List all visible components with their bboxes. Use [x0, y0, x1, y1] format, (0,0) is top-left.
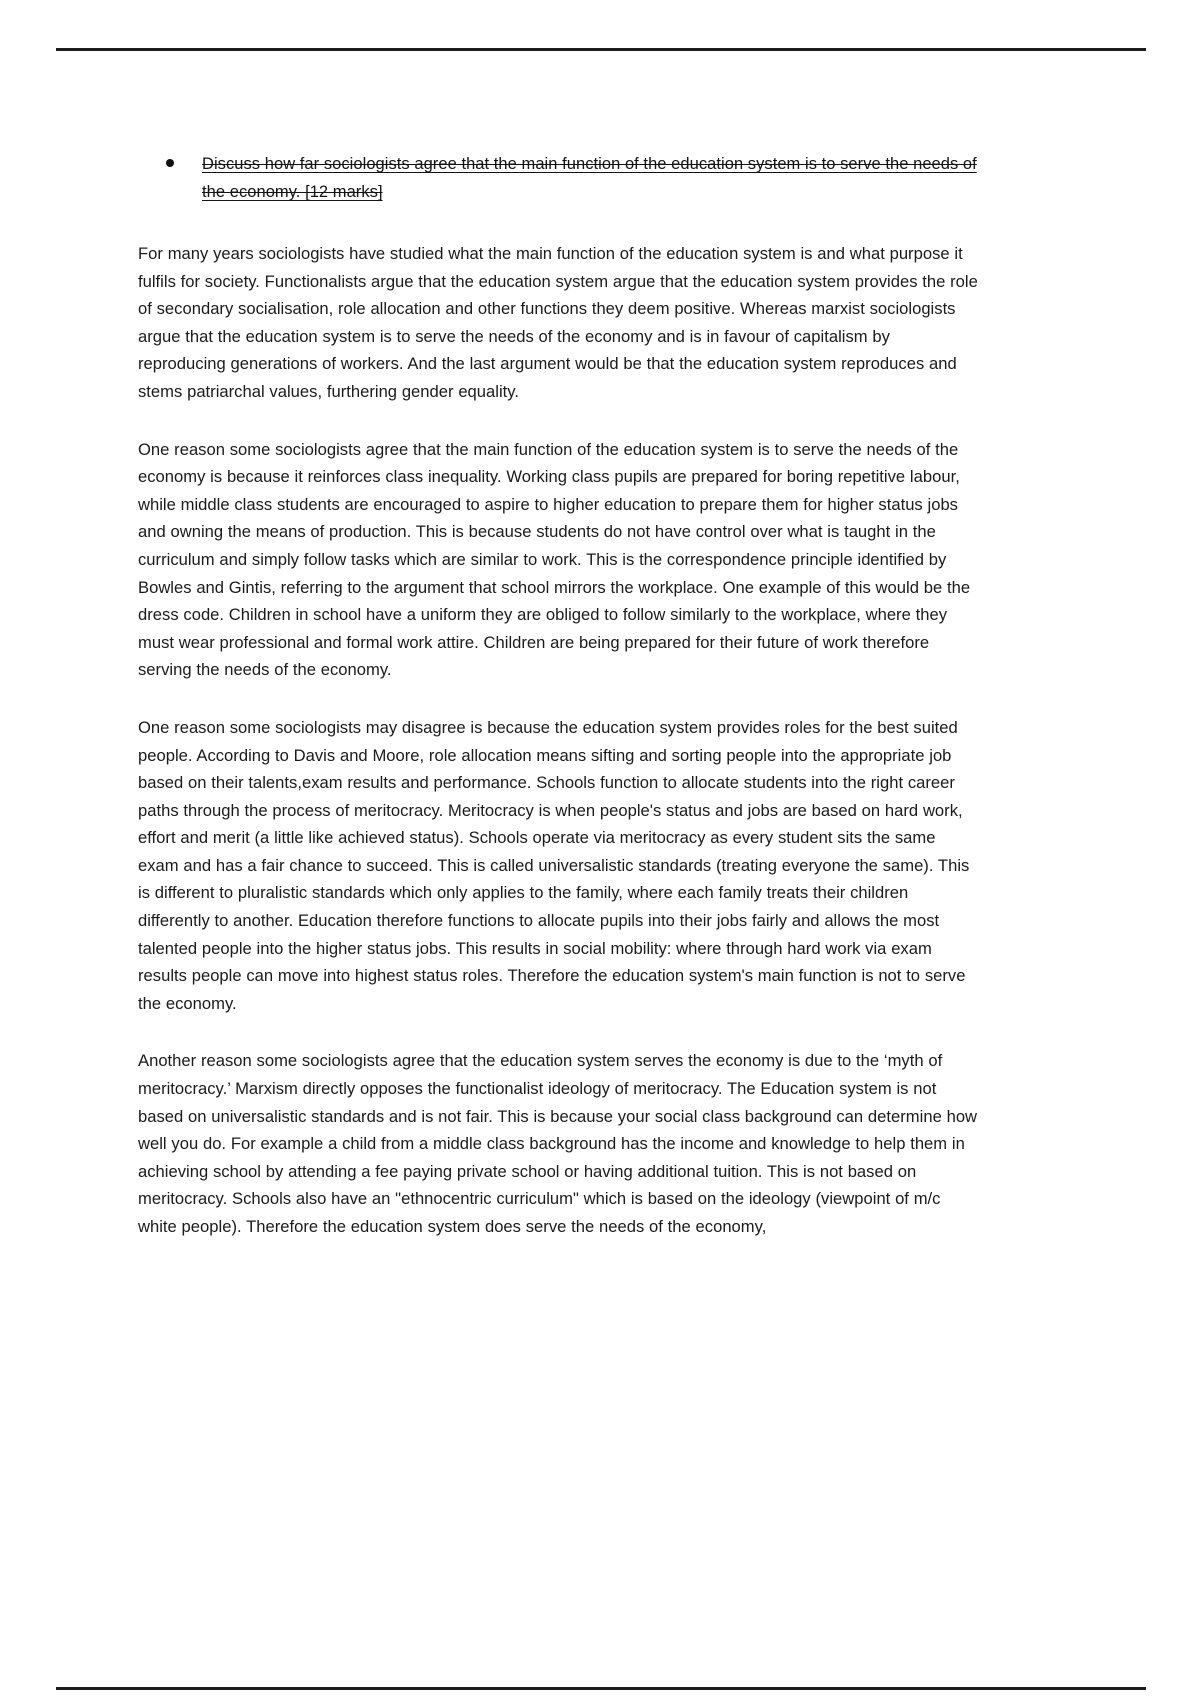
question-heading-bullet-item [138, 150, 978, 206]
question-heading-text: Discuss how far sociologists agree that the main function of the education system is to serve the needs of the economy. [12 marks] [202, 155, 977, 201]
paragraph-intro: For many years sociologists have studied what the main function of the education system is and what purpose it fulfils for society. Functionalists argue that the education system argue that the education system provides the role of secondary socialisation, role allocation and other functions they deem positive. Whereas marxist sociologists argue that the education system is to serve the needs of the economy and is in favour of capitalism by reproducing generations of workers. And the last argument would be that the education system reproduces and stems patriarchal values, furthering gender equality. [138, 244, 978, 401]
document-content [138, 150, 978, 1241]
page-top-rule [56, 48, 1146, 51]
paragraph-role-allocation: One reason some sociologists may disagree is because the education system provides roles for the best suited people. According to Davis and Moore, role allocation means sifting and sorting people into the appropriate job based on their talents,exam results and performance. Schools function to allocate students into the right career paths through the process of meritocracy. Meritocracy is when people's status and jobs are based on hard work, effort and merit (a little like achieved status). Schools operate via meritocracy as every student sits the same exam and has a fair chance to succeed. This is called universalistic standards (treating everyone the same). This is different to pluralistic standards which only applies to the family, where each family treats their children differently to another. Education therefore functions to allocate pupils into their jobs fairly and allows the most talented people into the higher status jobs. This results in social mobility: where through hard work via exam results people can move into highest status roles. Therefore the education system's main function is not to serve the economy. [138, 717, 970, 1013]
paragraph-class-inequality: One reason some sociologists agree that the main function of the education system is to serve the needs of the economy is because it reinforces class inequality. Working class pupils are prepared for boring repetitive labour, while middle class students are encouraged to aspire to higher education to prepare them for higher status jobs and owning the means of production. This is because students do not have control over what is taught in the curriculum and simply follow tasks which are similar to work. This is the correspondence principle identified by Bowles and Gintis, referring to the argument that school mirrors the workplace. One example of this would be the dress code. Children in school have a uniform they are obliged to follow similarly to the workplace, where they must wear professional and formal work attire. Children are being prepared for their future of work therefore serving the needs of the economy. [138, 439, 971, 680]
page-bottom-rule [56, 1687, 1146, 1690]
paragraph-myth-of-meritocracy: Another reason some sociologists agree that the education system serves the economy is due to the ‘myth of meritocracy.’ Marxism directly opposes the functionalist ideology of meritocracy. The Education system is not based on universalistic standards and is not fair. This is because your social class background can determine how well you do. For example a child from a middle class background has the income and knowledge to help them in achieving school by attending a fee paying private school or having additional tuition. This is not based on meritocracy. Schools also have an "ethnocentric curriculum" which is based on the ideology (viewpoint of m/c white people). Therefore the education system does serve the needs of the economy, [138, 1051, 978, 1236]
bullet-point-icon [166, 159, 174, 167]
